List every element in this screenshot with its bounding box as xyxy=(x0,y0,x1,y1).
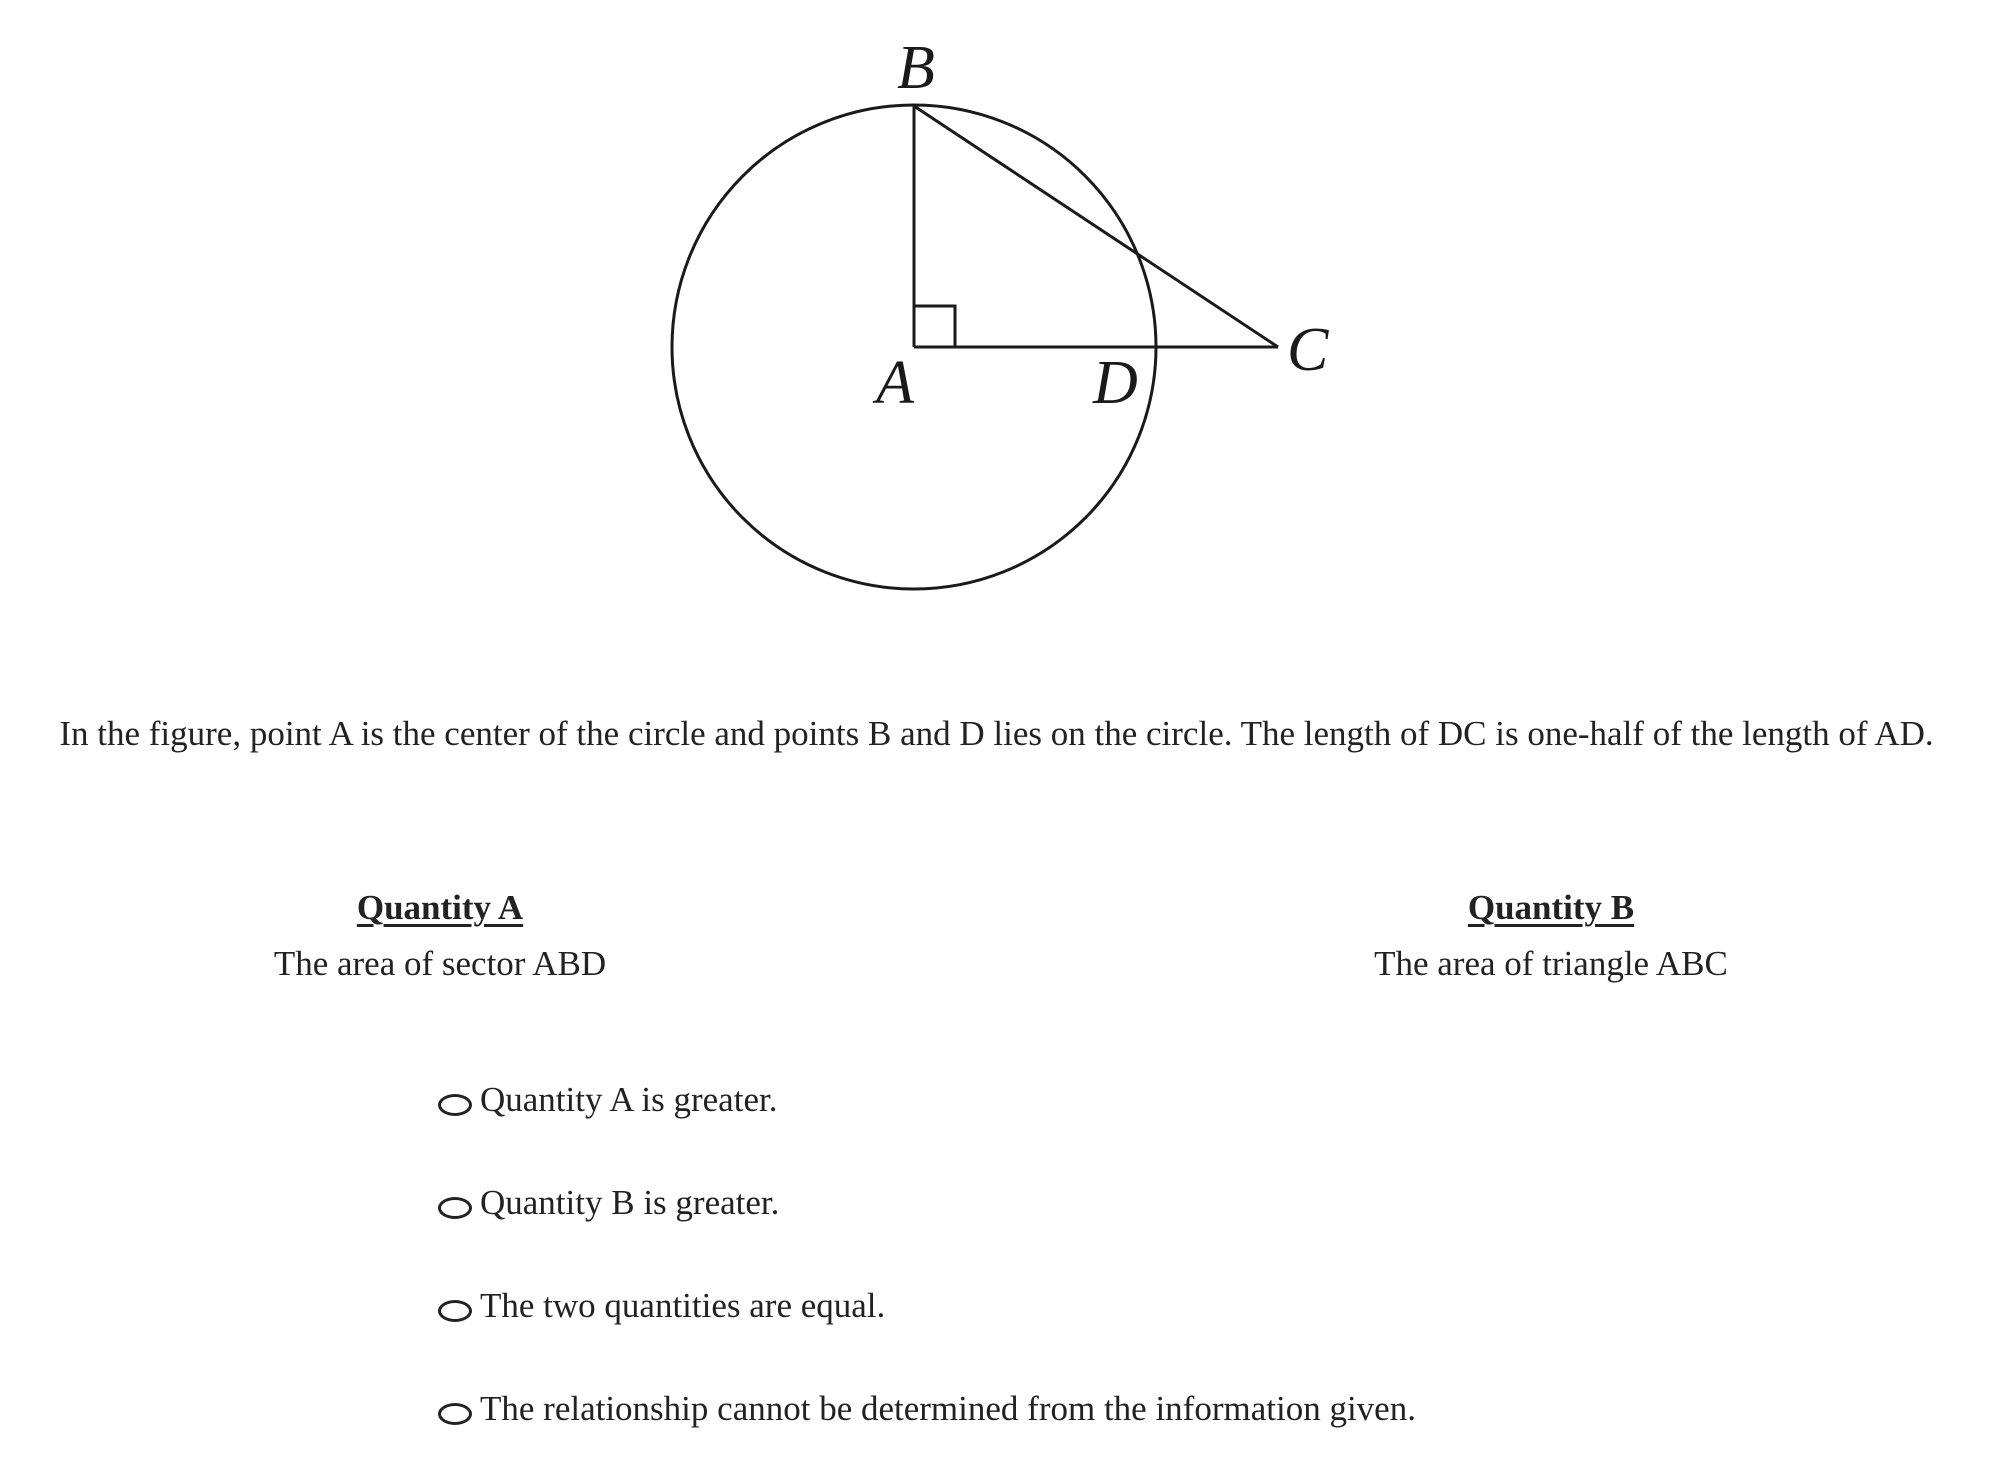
quantity-a-heading: Quantity A xyxy=(356,888,524,927)
choice-a-greater[interactable] xyxy=(438,1048,1416,1151)
radio-button[interactable] xyxy=(438,1403,472,1425)
quantity-b-column xyxy=(1251,880,1851,992)
segment-bc xyxy=(914,106,1278,347)
choice-label: The two quantities are equal. xyxy=(480,1285,886,1325)
choice-equal[interactable] xyxy=(438,1254,1416,1357)
geometry-figure xyxy=(640,20,1400,640)
choice-b-greater[interactable] xyxy=(438,1151,1416,1254)
label-a: A xyxy=(876,349,914,417)
quantity-b-heading: Quantity B xyxy=(1467,888,1635,927)
choice-label: The relationship cannot be determined from the information given. xyxy=(480,1388,1416,1428)
label-d: D xyxy=(1093,349,1138,417)
right-angle-marker xyxy=(914,306,955,347)
answer-choices xyxy=(438,1048,1416,1460)
choice-label: Quantity B is greater. xyxy=(480,1182,780,1222)
label-b: B xyxy=(897,34,935,102)
choice-cannot-determine[interactable] xyxy=(438,1357,1416,1460)
label-c: C xyxy=(1287,316,1329,384)
quantity-a-value: The area of sector ABD xyxy=(273,944,607,983)
quantity-a-column xyxy=(140,880,740,992)
question-text: In the figure, point A is the center of the circle and points B and D lies on the circle. The length of DC is one-half of the length of AD. xyxy=(59,714,1934,753)
choice-label: Quantity A is greater. xyxy=(480,1079,778,1119)
radio-button[interactable] xyxy=(438,1197,472,1219)
radio-button[interactable] xyxy=(438,1300,472,1322)
circle-triangle-diagram xyxy=(640,20,1400,640)
quantity-b-value: The area of triangle ABC xyxy=(1374,944,1728,983)
radio-button[interactable] xyxy=(438,1094,472,1116)
